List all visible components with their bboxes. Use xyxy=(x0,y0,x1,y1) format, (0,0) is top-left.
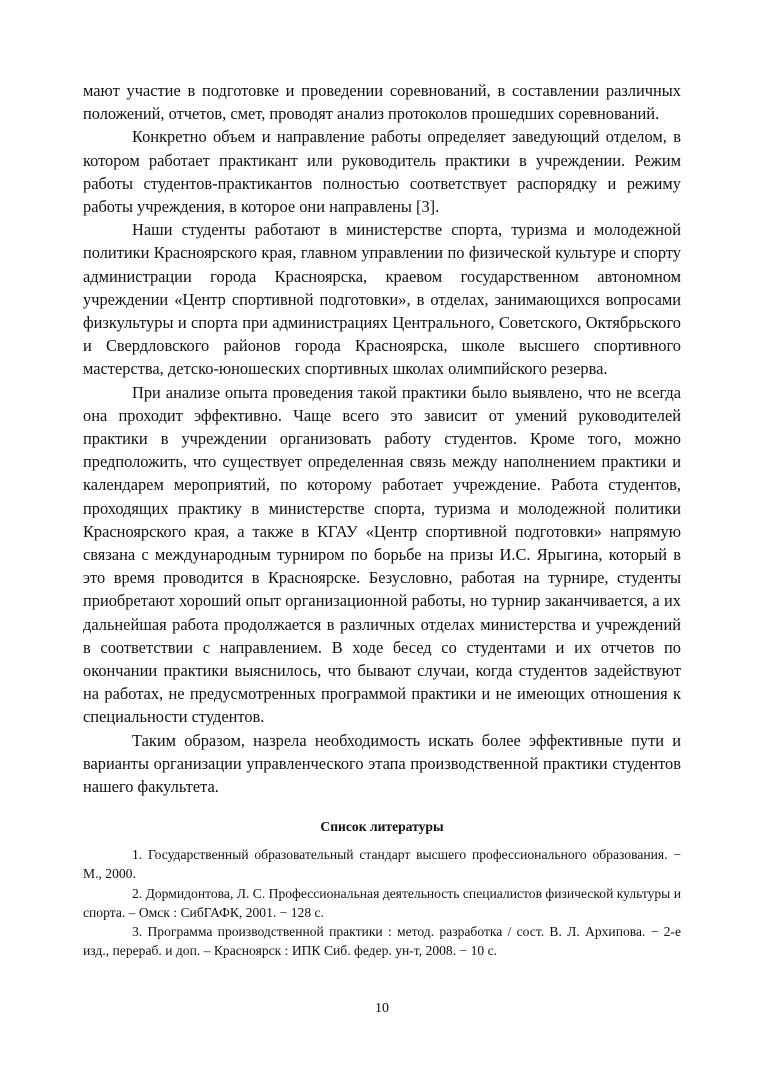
paragraph: Наши студенты работают в министерстве спорта, туризма и молодежной политики Красноярского края, главном управлении по физической культуре и спорту администрации города Красноярска, краевом государственном автономном учреждении «Центр спортивной подготовки», в отделах, занимающихся вопросами физкультуры и спорта при администрациях Центрального, Советского, Октябрьского и Свердловского районов города Красноярска, школе высшего спортивного мастерства, детско-юношеских спортивных школах олимпийского резерва. xyxy=(83,220,681,379)
reference-item: 1. Государственный образовательный стандарт высшего профессионального образования. − М., 2000. xyxy=(83,847,681,882)
page-number: 10 xyxy=(375,1001,389,1016)
paragraph: Таким образом, назрела необходимость искать более эффективные пути и варианты организации управленческого этапа производственной практики студентов нашего факультета. xyxy=(83,730,681,797)
paragraph-continuation: мают участие в подготовке и проведении соревнований, в составлении различных положений, отчетов, смет, проводят анализ протоколов прошедших соревнований. xyxy=(83,81,681,124)
reference-item: 2. Дормидонтова, Л. С. Профессиональная деятельность специалистов физической культуры и спорта. – Омск : СибГАФК, 2001. − 128 с. xyxy=(83,885,681,920)
paragraph: Конкретно объем и направление работы определяет заведующий отделом, в котором работает практикант или руководитель практики в учреждении. Режим работы студентов-практикантов полностью соответствует распорядку и режиму работы учреждения, в которое они направлены [3]. xyxy=(83,127,681,217)
references-title: Список литературы xyxy=(320,819,444,834)
reference-item: 3. Программа производственной практики : метод. разработка / сост. В. Л. Архипова. − 2-е изд., перераб. и доп. – Красноярск : ИПК Сиб. федер. ун-т, 2008. − 10 с. xyxy=(83,924,681,959)
paragraph: При анализе опыта проведения такой практики было выявлено, что не всегда она проходит эффективно. Чаще всего это зависит от умений руководителей практики в учреждении организовать работу студентов. Кроме того, можно предположить, что существует определенная связь между наполнением практики и календарем мероприятий, по которому работает учреждение. Работа студентов, проходящих практику в министерстве спорта, туризма и молодежной политики Красноярского края, а также в КГАУ «Центр спортивной подготовки» напрямую связана с международным турниром по борьбе на призы И.С. Ярыгина, который в это время проводится в Красноярске. Безусловно, работая на турнире, студенты приобретают хороший опыт организационной работы, но турнир заканчивается, а их дальнейшая работа продолжается в различных отделах министерства и учреждений в соответствии с направлением. В ходе бесед со студентами и их отчетов по окончании практики выяснилось, что бывают случаи, когда студентов задействуют на работах, не предусмотренных программой практики и не имеющих отношения к специальности студентов. xyxy=(83,382,681,727)
body-text xyxy=(83,79,681,798)
references-list xyxy=(83,845,681,961)
